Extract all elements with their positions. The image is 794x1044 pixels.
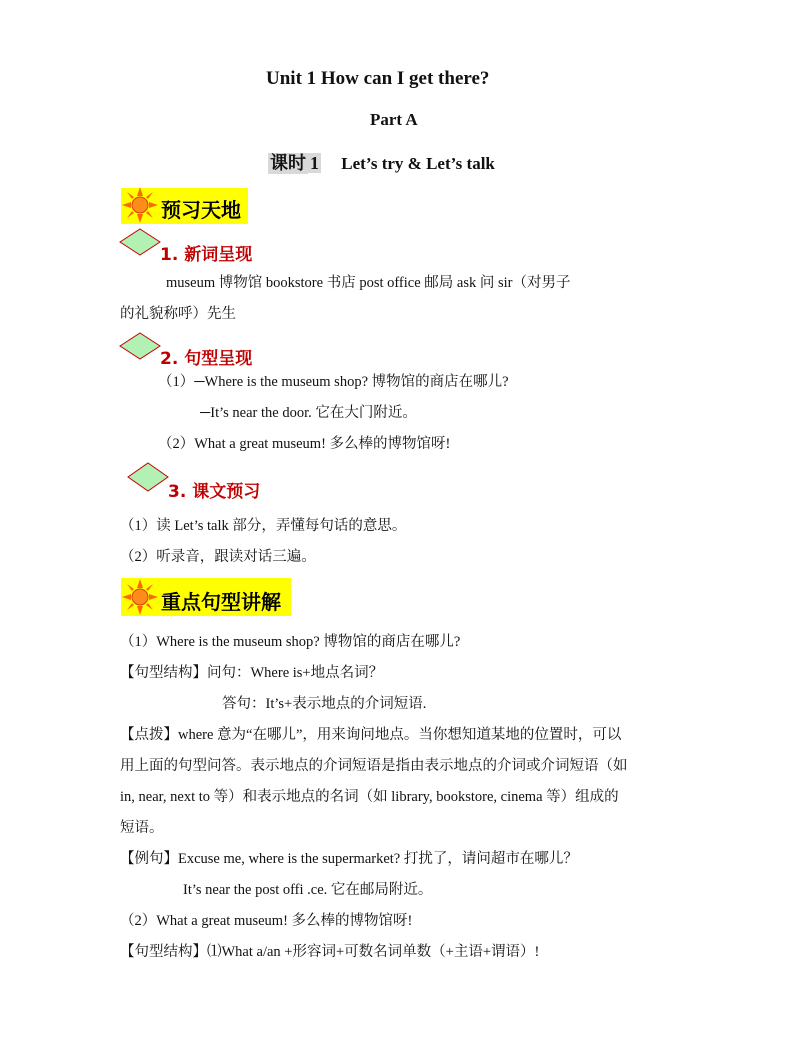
part-label: Part A: [370, 110, 418, 129]
subheading-patterns: 2. 句型呈现: [160, 349, 253, 369]
pattern-line-2: ─It’s near the door. 它在大门附近。: [200, 405, 417, 421]
words-line-1: museum 博物馆 bookstore 书店 post office 邮局 ask 问 sir（对男子: [166, 275, 571, 291]
lesson-label: 课时: [270, 153, 306, 174]
diamond-icon: [127, 462, 169, 492]
key-line-8: 【例句】Excuse me, where is the supermarket? 打扰了，请问超市在哪儿？: [120, 851, 578, 867]
diamond-icon: [119, 228, 161, 256]
subheading-new-words: 1. 新词呈现: [160, 245, 253, 265]
section-key-title: 重点句型讲解: [161, 590, 281, 614]
pattern-line-1: （1）─Where is the museum shop? 博物馆的商店在哪儿?: [158, 374, 509, 390]
section-key-tag: [121, 578, 291, 616]
subheading-text-preview: 3. 课文预习: [168, 482, 261, 502]
key-line-4: 【点拨】where 意为“在哪儿”，用来询问地点。当你想知道某地的位置时，可以: [120, 727, 622, 743]
key-line-7: 短语。: [120, 820, 164, 836]
key-line-2: 【句型结构】问句：Where is+地点名词？: [120, 665, 384, 681]
key-line-11: 【句型结构】⑴What a/an +形容词+可数名词单数（+主语+谓语）!: [120, 944, 540, 960]
key-line-6: in, near, next to 等）和表示地点的名词（如 library, bookstore, cinema 等）组成的: [120, 789, 619, 805]
key-line-1: （1）Where is the museum shop? 博物馆的商店在哪儿?: [120, 634, 461, 650]
key-line-9: It’s near the post offi .ce. 它在邮局附近。: [183, 882, 433, 898]
sun-icon: [121, 578, 159, 616]
key-line-3: 答句：It’s+表示地点的介词短语.: [222, 696, 427, 712]
sun-icon: [121, 186, 159, 224]
key-line-5: 用上面的句型问答。表示地点的介词短语是指由表示地点的介词或介词短语（如: [120, 758, 628, 774]
lesson-number: 1: [310, 153, 319, 173]
lesson-line: [268, 149, 495, 175]
document-title: Unit 1 How can I get there?: [266, 68, 490, 89]
key-line-10: （2）What a great museum! 多么棒的博物馆呀!: [120, 913, 413, 929]
diamond-icon: [119, 332, 161, 360]
pattern-line-3: （2）What a great museum! 多么棒的博物馆呀!: [158, 436, 451, 452]
text-preview-line-1: （1）读 Let’s talk 部分，弄懂每句话的意思。: [120, 518, 407, 534]
section-preview-tag: [121, 188, 248, 224]
section-preview-title: 预习天地: [161, 198, 241, 222]
lesson-title: Let’s try & Let’s talk: [341, 154, 495, 173]
words-line-2: 的礼貌称呼）先生: [120, 306, 236, 322]
text-preview-line-2: （2）听录音，跟读对话三遍。: [120, 549, 316, 565]
